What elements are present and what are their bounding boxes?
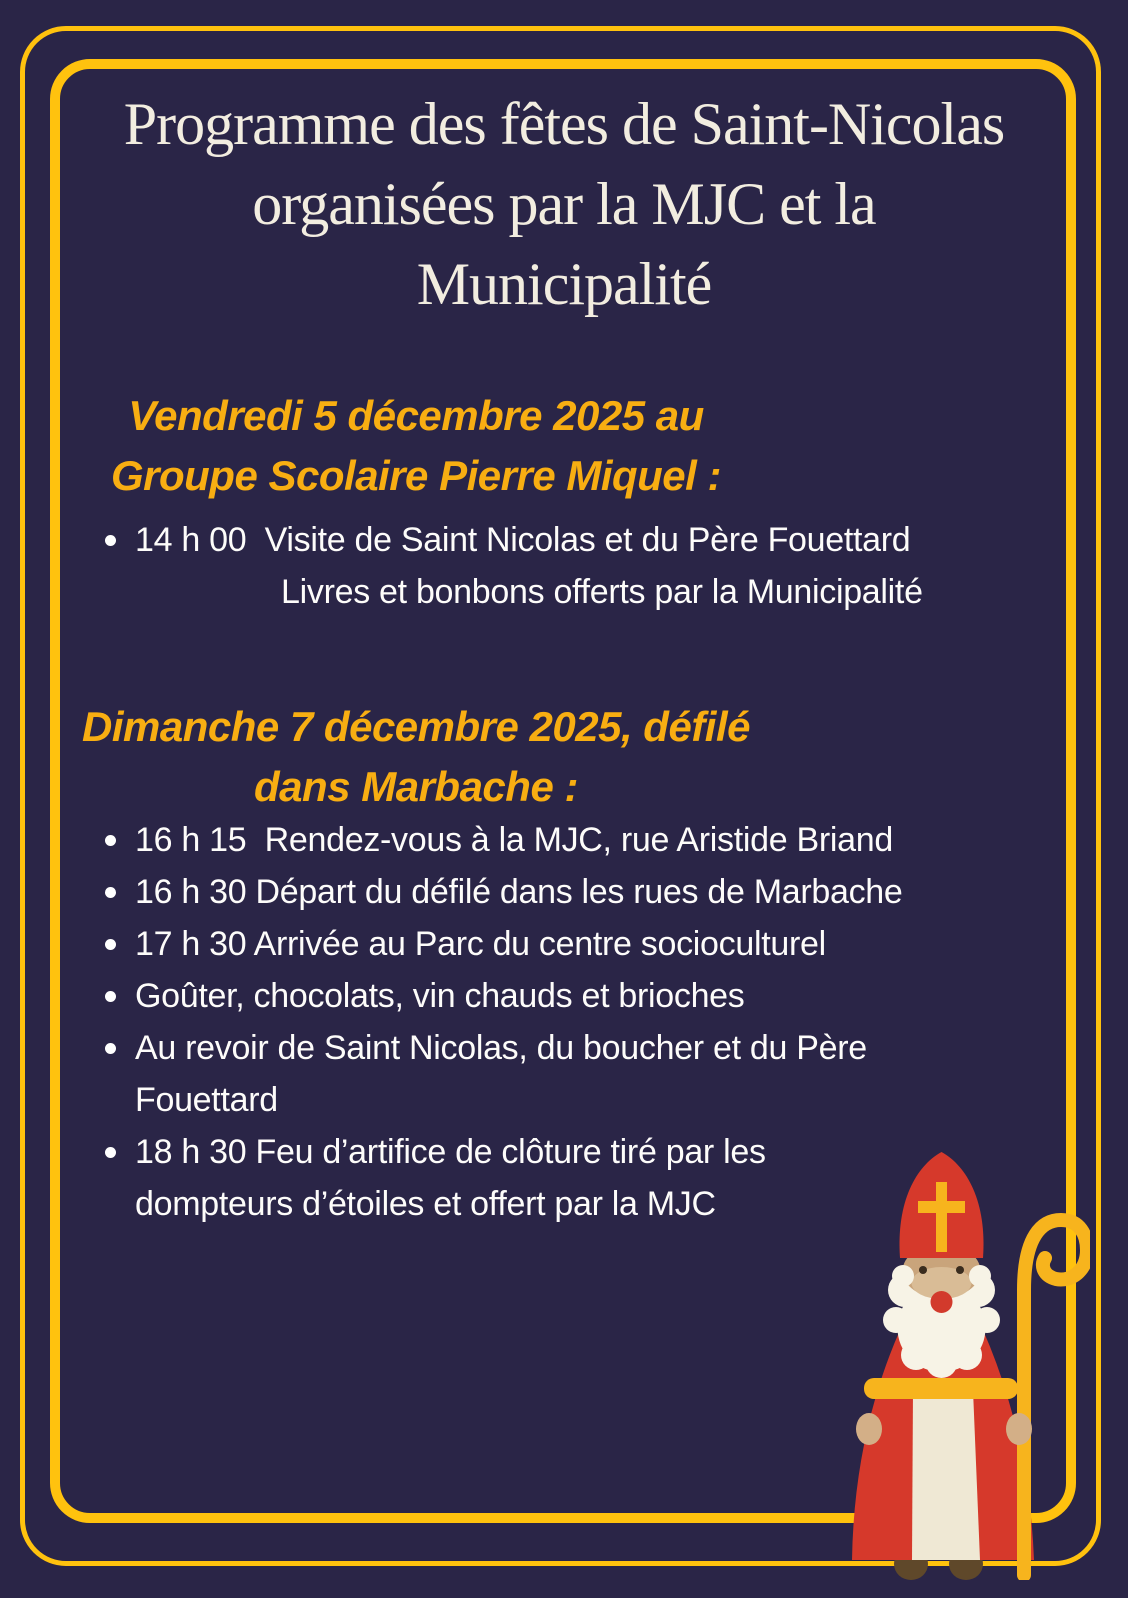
- bullet-text-continuation: Fouettard: [135, 1081, 278, 1119]
- title-line-3: Municipalité: [416, 251, 712, 317]
- bullet-text: 17 h 30 Arrivée au Parc du centre socioculturel: [135, 925, 826, 963]
- bullet-text-continuation: Livres et bonbons offerts par la Municipalité: [281, 573, 923, 611]
- list-item: [135, 918, 1095, 970]
- list-item: [135, 814, 1095, 866]
- section-2-heading: [56, 697, 776, 817]
- section-2-heading-line-1: Dimanche 7 décembre 2025, défilé: [82, 703, 750, 750]
- title-line-2: organisées par la MJC et la: [252, 171, 876, 237]
- bullet-text: 18 h 30 Feu d’artifice de clôture tiré par les: [135, 1133, 766, 1171]
- saint-nicolas-illustration: [790, 1140, 1090, 1580]
- list-item: [135, 970, 1095, 1022]
- bullet-text: Goûter, chocolats, vin chauds et brioches: [135, 977, 745, 1015]
- section-1-bullet-list: [135, 514, 1095, 618]
- section-1-heading-line-1: Vendredi 5 décembre 2025 au: [128, 392, 704, 439]
- list-item: [135, 1022, 1095, 1126]
- poster-title: [0, 84, 1128, 324]
- bullet-text: 16 h 15 Rendez-vous à la MJC, rue Aristide Briand: [135, 821, 893, 859]
- list-item: [135, 866, 1095, 918]
- crosier-staff-icon: [1024, 1220, 1087, 1575]
- bullet-text: 14 h 00 Visite de Saint Nicolas et du Père Fouettard: [135, 521, 911, 559]
- section-1-heading-line-2: Groupe Scolaire Pierre Miquel :: [110, 452, 721, 499]
- bullet-text-continuation: dompteurs d’étoiles et offert par la MJC: [135, 1185, 716, 1223]
- saint-nicolas-tunic: [912, 1390, 980, 1560]
- saint-nicolas-belt: [864, 1378, 1018, 1399]
- list-item: [135, 514, 1095, 618]
- bullet-text: 16 h 30 Départ du défilé dans les rues de Marbache: [135, 873, 903, 911]
- title-line-1: Programme des fêtes de Saint-Nicolas: [123, 91, 1005, 157]
- bullet-text: Au revoir de Saint Nicolas, du boucher et du Père: [135, 1029, 867, 1067]
- section-2-heading-line-2: dans Marbache :: [254, 763, 578, 810]
- mitre-icon: [899, 1152, 983, 1258]
- section-1-heading: [56, 386, 776, 506]
